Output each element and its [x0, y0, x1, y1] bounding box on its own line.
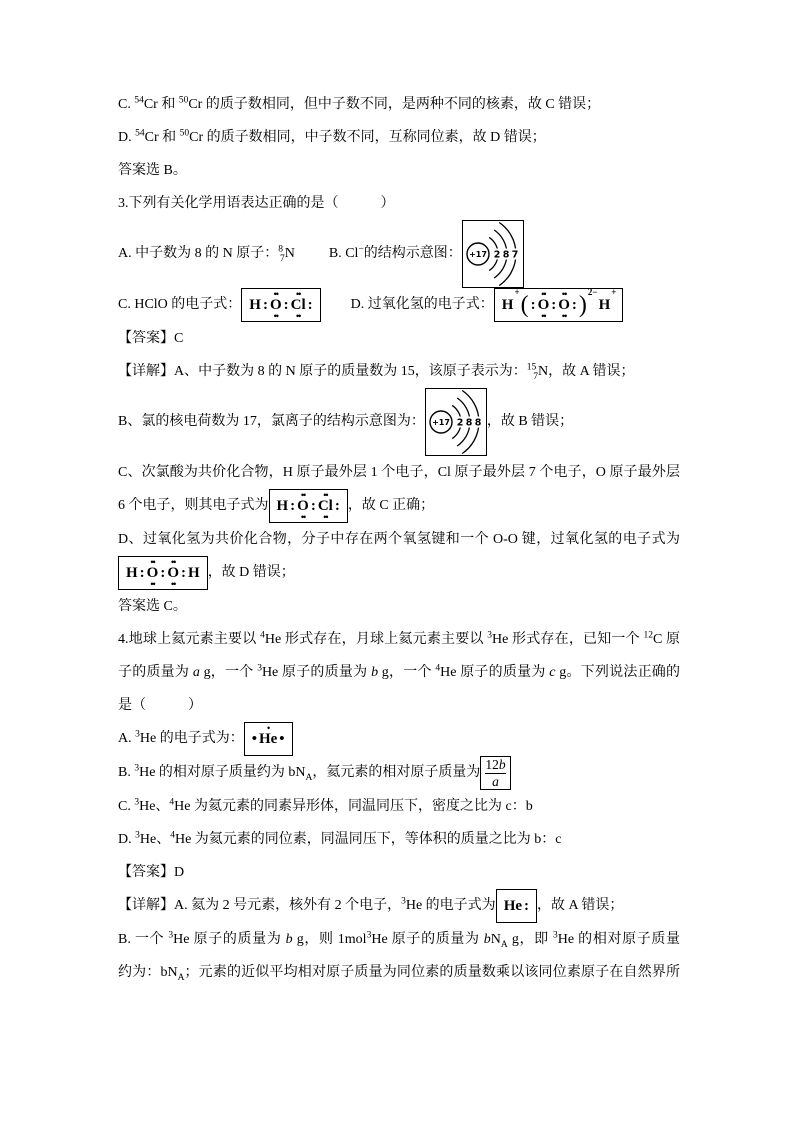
text-run: 的结构示意图： — [363, 246, 462, 262]
text-run: C 原 — [652, 632, 681, 647]
text-run: He 为氦元素的同位素，同温同压下，等体积的质量之比为 b：c — [174, 832, 562, 848]
top-dots: •• — [171, 557, 176, 567]
bottom-dots: •• — [150, 579, 155, 589]
atom-symbol: He — [258, 731, 278, 747]
superscript: 3 — [135, 830, 140, 841]
superscript: 4 — [169, 797, 175, 808]
atomic-number: 7 — [279, 254, 285, 265]
text-run: He、 — [139, 832, 171, 848]
text-line — [118, 756, 680, 790]
bottom-dots — [526, 914, 527, 920]
text-run: He 的电子式为 — [405, 898, 496, 914]
bottom-dots — [183, 581, 184, 587]
electron-formula-box — [241, 288, 320, 322]
mass-number: 15 — [526, 362, 537, 373]
text-run: Cr 的质子数相同，中子数不同，互称同位素，故 D 错误； — [189, 130, 546, 145]
bottom-dots: •• — [323, 512, 328, 522]
top-dots: •• — [323, 490, 328, 500]
formula-atom — [503, 892, 523, 920]
text-run: 12 — [485, 757, 499, 772]
text-line — [118, 956, 680, 989]
bottom-dots — [574, 313, 575, 319]
bottom-dots: •• — [300, 512, 306, 522]
text-run: 【详解】A、中子数为 8 的 N 原子的质量数为 15，该原子表示为： — [118, 364, 527, 379]
text-run: ，氦元素的相对原子质量为 — [312, 765, 481, 781]
atomic-number: 7 — [533, 371, 538, 382]
formula-atom — [258, 725, 278, 753]
text-line — [118, 623, 680, 656]
variable-italic: b — [371, 665, 379, 680]
formula-atom — [530, 291, 537, 319]
bottom-dots: •• — [273, 311, 278, 321]
text-run: g。下列说法正确的 — [555, 665, 681, 680]
atom-symbol: : — [283, 297, 289, 313]
superscript: 3 — [487, 630, 493, 641]
text-run: He、 — [139, 799, 170, 815]
atom-symbol: : — [571, 297, 577, 313]
bottom-dots: •• — [561, 311, 567, 321]
bottom-dots — [265, 313, 266, 319]
text-line — [118, 154, 680, 187]
shell-electron-count: 8 — [502, 249, 510, 261]
text-run: He 原子的质量为 — [440, 665, 550, 680]
text-line — [118, 322, 680, 355]
text-run: ，故 A 错误； — [537, 898, 624, 914]
bottom-dots — [532, 313, 533, 319]
formula-atom — [289, 492, 296, 520]
atom-structure-diagram — [425, 388, 487, 456]
bottom-dots — [281, 747, 282, 753]
formula-atom — [159, 559, 166, 587]
text-run: B. Cl — [328, 246, 359, 262]
text-line — [118, 823, 680, 856]
text-run: Cr 和 — [144, 130, 180, 145]
text-run: 【详解】A. 氦为 2 号元素，核外有 2 个电子， — [118, 898, 402, 914]
text-line — [118, 288, 680, 322]
text-run: ，故 C 正确； — [347, 498, 435, 514]
text-run: C. — [118, 97, 135, 112]
element-symbol: N — [284, 246, 295, 262]
shell-electron-count: 2 — [493, 249, 501, 261]
formula-atom — [307, 291, 314, 319]
text-run: 答案选 C。 — [118, 599, 187, 614]
bottom-dots — [255, 313, 256, 319]
text-run: g，一个 — [378, 665, 436, 680]
mass-number: 8 — [278, 244, 283, 255]
superscript: 3 — [366, 930, 372, 941]
text-run: 答案选 B。 — [118, 163, 187, 178]
superscript: − — [358, 244, 364, 255]
text-run: He 形式存在，已知一个 — [492, 632, 644, 647]
bottom-dots — [292, 514, 293, 520]
text-run: g，则 1mol — [292, 932, 367, 948]
formula-atom — [334, 492, 341, 520]
variable-italic: a — [492, 773, 499, 789]
superscript: 4 — [435, 663, 441, 674]
atom-symbol: : — [307, 297, 313, 313]
atom-symbol: H — [188, 565, 200, 581]
text-run: D、过氧化氢为共价化合物，分子中存在两个氧氢键和一个 O-O 键，过氧化氢的电子式为 — [118, 532, 680, 547]
text-run: He 的电子式为： — [139, 731, 244, 747]
shell-electron-count: 2 — [456, 417, 464, 429]
nuclear-charge: +17 — [431, 418, 450, 427]
formula-atom — [557, 291, 571, 319]
formula-atom — [276, 492, 290, 520]
formula-atom — [187, 559, 201, 587]
text-run: B. — [118, 765, 135, 781]
bottom-dots — [131, 581, 132, 587]
variable-italic: a — [192, 665, 200, 680]
text-run: Cr 的质子数相同，但中子数不同，是两种不同的核素，故 C 错误； — [188, 97, 601, 112]
bottom-dots: •• — [171, 579, 176, 589]
subscript: A — [500, 939, 508, 950]
text-line — [118, 656, 680, 689]
bottom-dots — [268, 747, 269, 753]
atom-symbol: : — [181, 565, 187, 581]
bottom-dots — [604, 313, 605, 319]
formula-atom — [180, 559, 187, 587]
element-symbol: N — [537, 364, 549, 379]
formula-atom — [523, 892, 530, 920]
column-gap — [295, 256, 329, 257]
atom-symbol: Cl — [317, 498, 333, 514]
atom-symbol: : — [334, 498, 340, 514]
text-line — [118, 790, 680, 823]
text-line — [118, 121, 680, 154]
electron-formula-box — [496, 889, 537, 923]
text-run: He 原子的质量为 — [173, 932, 286, 948]
text-line — [118, 889, 680, 923]
text-run: D. 过氧化氢的电子式： — [350, 297, 494, 313]
atom-symbol: : — [524, 898, 530, 915]
formula-atom — [571, 291, 578, 319]
bottom-dots — [282, 514, 283, 520]
subscript: A — [305, 773, 313, 784]
nuclear-charge: +17 — [468, 250, 487, 259]
variable-italic: c — [549, 665, 556, 680]
text-run: D. — [118, 832, 136, 848]
text-run: ，故 D 错误； — [207, 565, 295, 581]
atom-symbol: • — [251, 731, 257, 747]
bottom-dots — [310, 313, 311, 319]
text-run: B. 一个 — [118, 932, 169, 948]
text-run: A. 中子数为 8 的 N 原子： — [118, 246, 279, 262]
formula-atom — [310, 492, 317, 520]
atom-structure-diagram — [462, 220, 524, 288]
atom-symbol: • — [279, 731, 285, 747]
atom-symbol: Cl — [290, 297, 306, 313]
atom-symbol: : — [139, 565, 145, 581]
parenthesis — [520, 291, 530, 319]
atom-symbol: O — [297, 498, 309, 514]
bottom-dots — [553, 313, 554, 319]
text-line — [118, 856, 680, 889]
formula-atom — [251, 725, 258, 753]
bottom-dots — [582, 313, 583, 319]
bottom-dots — [507, 313, 508, 319]
atom-symbol: O — [269, 297, 282, 313]
top-dots: •• — [295, 289, 301, 299]
text-line — [118, 923, 680, 956]
atom-symbol: O — [558, 297, 570, 313]
atom-symbol: O — [167, 565, 180, 581]
electron-formula-box — [494, 288, 624, 322]
superscript: 12 — [643, 630, 653, 641]
text-run: Cr 和 — [143, 97, 179, 112]
formula-atom — [139, 559, 146, 587]
bottom-dots — [337, 514, 338, 520]
text-run: He 原子的质量为 — [371, 932, 484, 948]
top-dots: • — [267, 723, 270, 733]
text-line — [118, 590, 680, 623]
electron-formula-box — [244, 722, 293, 756]
formula-atom — [125, 559, 139, 587]
superscript: 3 — [135, 729, 140, 740]
text-run: C、次氯酸为共价化合物，H 原子最外层 1 个电子，Cl 原子最外层 7 个电子，O 原子最外层 — [118, 465, 680, 480]
text-run: N — [490, 932, 501, 948]
superscript: 3 — [552, 930, 558, 941]
text-run: 3.下列有关化学用语表达正确的是（ ） — [118, 196, 395, 211]
atom-symbol: ( — [520, 292, 529, 318]
text-line — [118, 722, 680, 756]
superscript: 54 — [135, 128, 145, 139]
atom-symbol: : — [160, 565, 166, 581]
text-run: 子的质量为 — [118, 665, 193, 680]
superscript: 54 — [134, 95, 144, 106]
formula-atom — [598, 291, 612, 319]
text-run: D. — [118, 130, 136, 145]
text-run: ；元素的近似平均相对原子质量为同位素的质量数乘以该同位素原子在自然界所 — [184, 965, 680, 981]
text-run: 6 个电子，则其电子式为 — [118, 498, 269, 514]
formula-atom — [262, 291, 269, 319]
top-dots: •• — [541, 289, 546, 299]
text-run: 4.地球上氦元素主要以 — [118, 632, 261, 647]
text-run: B、氯的核电荷数为 17，氯离子的结构示意图为： — [118, 414, 425, 430]
atom-symbol: : — [551, 297, 557, 313]
shell-electron-count: 8 — [465, 417, 473, 429]
parenthesis — [578, 291, 588, 319]
charge-superscript: + — [611, 287, 617, 297]
fraction-box — [480, 756, 510, 790]
charge-superscript: + — [514, 287, 520, 297]
bottom-dots — [193, 581, 194, 587]
atom-symbol: : — [290, 498, 296, 514]
text-run: C. HClO 的电子式： — [118, 297, 242, 313]
bottom-dots: •• — [541, 311, 546, 321]
text-line — [118, 88, 680, 121]
atom-symbol: : — [262, 297, 268, 313]
bottom-dots — [524, 313, 525, 319]
shell-electron-count: 8 — [474, 417, 482, 429]
atom-symbol: : — [530, 297, 536, 313]
column-gap — [321, 307, 351, 308]
superscript: 3 — [134, 763, 140, 774]
superscript: 3 — [401, 896, 406, 907]
text-line — [118, 489, 680, 523]
bottom-dots — [286, 313, 287, 319]
superscript: 3 — [134, 797, 140, 808]
text-run: He 形式存在，月球上氦元素主要以 — [264, 632, 488, 647]
text-run: 【答案】C — [118, 331, 184, 346]
fraction-denominator — [485, 773, 505, 790]
text-run: He 为氦元素的同素异形体，同温同压下，密度之比为 c：b — [174, 799, 533, 815]
text-run: He 的相对原子质量 — [557, 932, 681, 948]
text-line — [118, 523, 680, 556]
bottom-dots — [142, 581, 143, 587]
superscript: 50 — [178, 95, 189, 106]
bottom-dots: •• — [295, 311, 301, 321]
superscript: 3 — [168, 930, 174, 941]
text-line — [118, 355, 680, 388]
charge-superscript: 2− — [587, 287, 598, 297]
text-run: He 的相对原子质量约为 bN — [139, 765, 306, 781]
atom-symbol: H — [598, 297, 611, 313]
formula-atom — [269, 291, 283, 319]
text-run: 是（ ） — [118, 698, 202, 713]
variable-italic: b — [285, 932, 293, 948]
formula-atom — [146, 559, 160, 587]
electron-formula-box — [269, 489, 348, 523]
superscript: 4 — [260, 630, 265, 641]
atom-symbol: O — [146, 565, 159, 581]
formula-atom — [166, 559, 180, 587]
text-line — [118, 689, 680, 722]
text-run: He 原子的质量为 — [261, 665, 372, 680]
atom-symbol: H — [126, 565, 138, 581]
text-run: g，即 — [507, 932, 553, 948]
bottom-dots — [254, 747, 255, 753]
shell-electron-count: 7 — [511, 249, 519, 261]
top-dots: •• — [561, 289, 567, 299]
nuclide-symbol — [526, 362, 549, 382]
nuclide-symbol — [278, 244, 295, 265]
formula-atom — [296, 492, 310, 520]
atom-symbol: : — [310, 498, 316, 514]
text-run: 约为：bN — [118, 965, 178, 981]
formula-atom — [278, 725, 285, 753]
top-dots: •• — [273, 289, 278, 299]
text-line — [118, 456, 680, 489]
subscript: A — [177, 972, 185, 983]
formula-atom — [283, 291, 290, 319]
atom-symbol: O — [537, 297, 550, 313]
formula-atom — [501, 291, 515, 319]
variable-italic: b — [498, 757, 506, 772]
atom-symbol: H — [249, 297, 261, 313]
superscript: 4 — [170, 830, 175, 841]
formula-atom — [317, 492, 334, 520]
atom-symbol: He — [503, 898, 523, 915]
electron-formula-box — [118, 556, 208, 590]
atom-symbol: H — [276, 498, 289, 514]
atom-symbol: H — [501, 297, 514, 313]
superscript: 3 — [257, 663, 262, 674]
atom-symbol: ) — [578, 292, 587, 318]
text-line — [118, 388, 680, 456]
text-line — [118, 556, 680, 590]
formula-atom — [537, 291, 551, 319]
formula-atom — [290, 291, 307, 319]
text-run: C. — [118, 799, 135, 815]
text-line — [118, 187, 680, 220]
fraction-numerator — [485, 757, 505, 773]
bottom-dots — [162, 581, 163, 587]
text-run: ，故 A 错误； — [548, 364, 635, 379]
formula-atom — [248, 291, 262, 319]
formula-atom — [550, 291, 557, 319]
variable-italic: b — [483, 932, 491, 948]
bottom-dots — [313, 514, 314, 520]
text-run: g，一个 — [199, 665, 258, 680]
top-dots: •• — [300, 490, 306, 500]
text-line — [118, 220, 680, 288]
text-run: A. — [118, 731, 136, 747]
bottom-dots — [512, 914, 513, 920]
top-dots: •• — [150, 557, 155, 567]
text-run: 【答案】D — [118, 865, 185, 881]
text-run: ，故 B 错误； — [486, 414, 574, 430]
superscript: 50 — [179, 128, 190, 139]
